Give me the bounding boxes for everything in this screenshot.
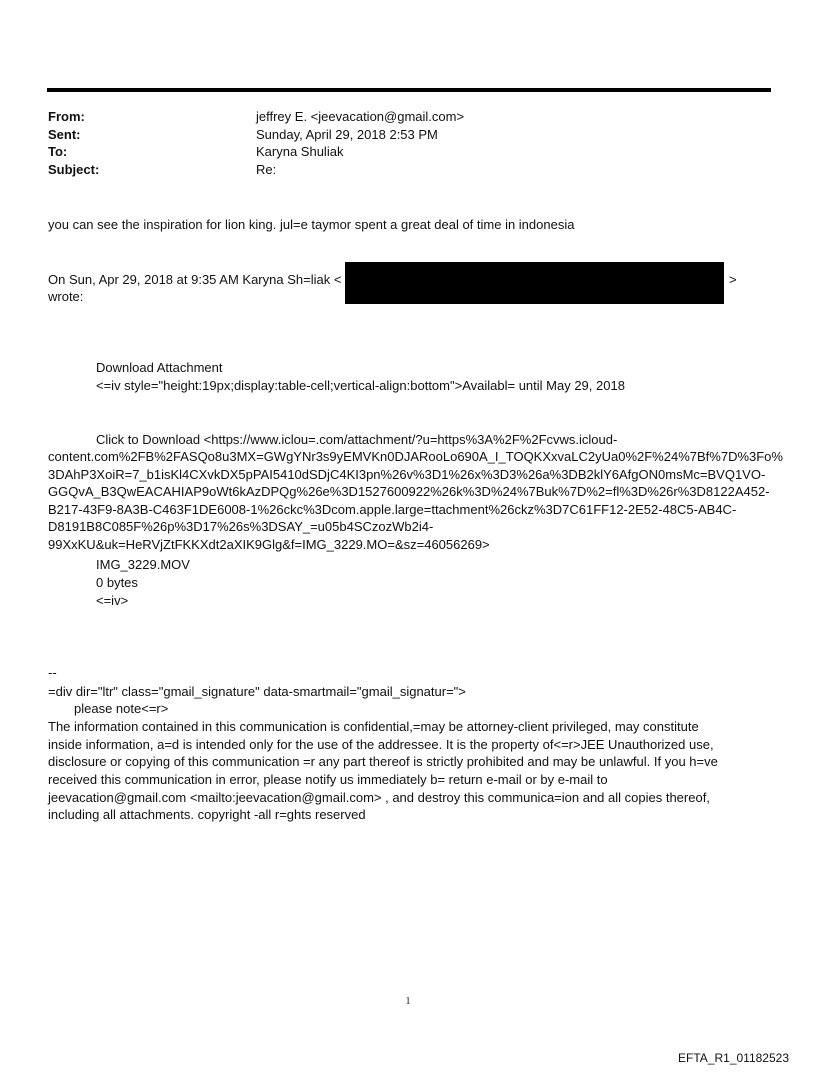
disclaimer-line: The information contained in this communication is confidential,=may be attorney-client privileged, may constitute — [48, 719, 699, 734]
url-line: B217-43F9-8A3B-C463F1DE6008-1%26ckc%3Dcom.apple.large=ttachment%26ckz%3D7C61FF12-2E52-48C5-AB4C- — [48, 502, 737, 517]
header-divider — [47, 88, 771, 92]
availability-line: <=iv style="height:19px;display:table-cell;vertical-align:bottom">Availabl= until May 29, 2018 — [96, 378, 625, 393]
redaction-box — [345, 262, 724, 304]
reply-text: you can see the inspiration for lion king. jul=e taymor spent a great deal of time in indonesia — [48, 217, 575, 232]
from-row — [48, 108, 748, 126]
disclaimer-line: received this communication in error, please notify us immediately b= return e-mail or by e-mail to — [48, 772, 608, 787]
click-to-download-line: Click to Download <https://www.iclou=.com/attachment/?u=https%3A%2F%2Fcvws.icloud- — [96, 432, 618, 447]
url-line: 99XxKU&uk=HeRVjZtFKKXdt2aXIK9Glg&f=IMG_3229.MO=&sz=46056269> — [48, 537, 490, 552]
please-note: please note<=r> — [74, 701, 169, 716]
quote-wrote: wrote: — [48, 289, 84, 304]
url-line: 3DAhP3XoiR=7_b1isKl4CXvkDX5pPAI5410dSDjC4KI3pn%26v%3D1%26x%3D3%26a%3DB2klY6AfgON0msMc=BVQ1VO- — [48, 467, 766, 482]
signature-dashes: -- — [48, 665, 57, 680]
download-attachment-label: Download Attachment — [96, 360, 223, 375]
signature-div-line: =div dir="ltr" class="gmail_signature" data-smartmail="gmail_signatur="> — [48, 684, 466, 699]
sent-value: Sunday, April 29, 2018 2:53 PM — [256, 126, 438, 142]
to-value: Karyna Shuliak — [256, 144, 344, 159]
url-line: GGQvA_B3QwEACAHIAP9oWt6kAzDPQg%26e%3D1527600922%26k%3D%24%7Buk%7D%2=fl%3D%26r%3D8122A452- — [48, 484, 770, 499]
to-row — [48, 143, 748, 161]
close-div-line: <=iv> — [96, 593, 129, 608]
url-line: D8191B8C085F%26p%3D17%26s%3DSAY_=u05b4SCzozWb2i4- — [48, 519, 434, 534]
document-id: EFTA_R1_01182523 — [678, 1051, 789, 1065]
quote-intro: On Sun, Apr 29, 2018 at 9:35 AM Karyna Sh=liak < — [48, 272, 342, 287]
subject-row — [48, 161, 748, 179]
subject-label: Subject: — [48, 161, 100, 177]
email-header — [48, 108, 748, 178]
attachment-filename: IMG_3229.MOV — [96, 557, 190, 572]
disclaimer-line: disclosure or copying of this communication =r any part thereof is strictly prohibited and may be unlawful. If you h=ve — [48, 754, 718, 769]
attachment-size: 0 bytes — [96, 575, 138, 590]
from-value: jeffrey E. <jeevacation@gmail.com> — [256, 109, 465, 124]
from-label: From: — [48, 109, 85, 124]
quote-close: > — [729, 272, 737, 287]
sent-row — [48, 126, 748, 144]
disclaimer-line: inside information, a=d is intended only for the use of the addressee. It is the property of<=r>JEE Unauthorized use, — [48, 737, 714, 752]
disclaimer-line: jeevacation@gmail.com <mailto:jeevacation@gmail.com> , and destroy this communica=ion and all copies thereof, — [48, 790, 710, 805]
url-line: content.com%2FB%2FASQo8u3MX=GWgYNr3s9yEMVKn0DJARooLo690A_I_TOQKXxvaLC2yUa0%2F%24%7Bf%7D%3Fo% — [48, 449, 783, 464]
subject-value: Re: — [256, 161, 277, 177]
disclaimer-line: including all attachments. copyright -all r=ghts reserved — [48, 807, 366, 822]
sent-label: Sent: — [48, 126, 81, 142]
to-label: To: — [48, 144, 68, 159]
page-number: 1 — [405, 996, 411, 1007]
